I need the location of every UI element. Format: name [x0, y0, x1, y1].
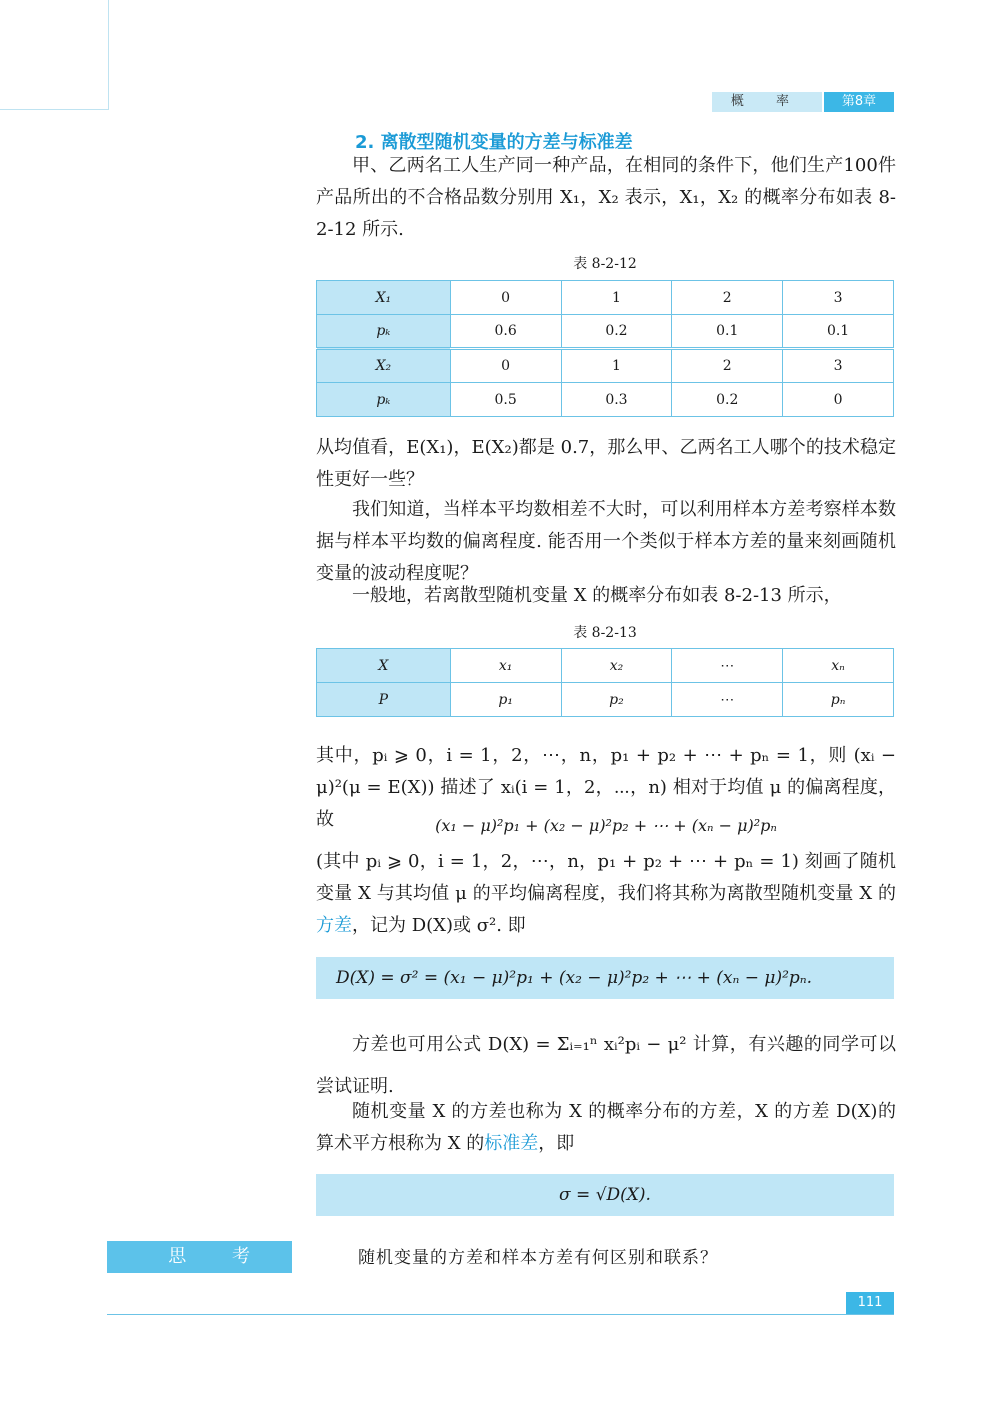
table-row — [317, 683, 894, 717]
paragraph-variance-definition — [316, 846, 896, 942]
footer-rule — [107, 1314, 894, 1315]
table-cell: X₂ — [317, 349, 451, 383]
margin-vertical-rule — [108, 0, 109, 110]
table-cell: 0 — [450, 349, 561, 383]
table-cell: 0.3 — [561, 383, 672, 417]
table2-caption: 表 8-2-13 — [573, 625, 637, 641]
table-cell: P — [317, 683, 451, 717]
table-row — [317, 315, 894, 349]
table-cell: 1 — [561, 281, 672, 315]
paragraph-variance-motivation: 我们知道，当样本平均数相差不大时，可以利用样本方差考察样本数据与样本平均数的偏离程度. 能否用一个类似于样本方差的量来刻画随机变量的波动程度呢？ — [316, 499, 896, 584]
think-label: 思 考 — [107, 1241, 292, 1273]
table-row — [317, 281, 894, 315]
table-cell: pₖ — [317, 383, 451, 417]
table-cell: 3 — [783, 281, 894, 315]
text-run: (其中 pᵢ ⩾ 0，i = 1，2，⋯，n，p₁ + p₂ + ⋯ + pₙ = 1) 刻画了随机变量 X 与其均值 μ 的平均偏离程度，我们将其称为离散型随机变量 X 的 — [316, 851, 896, 904]
paragraph-std-definition — [316, 1096, 896, 1160]
table-cell: X₁ — [317, 281, 451, 315]
table-cell: 2 — [672, 349, 783, 383]
table-cell: xₙ — [783, 649, 894, 683]
table-cell: p₁ — [450, 683, 561, 717]
table-cell: 0.1 — [783, 315, 894, 349]
table-cell: 0.6 — [450, 315, 561, 349]
table-cell: 2 — [672, 281, 783, 315]
table1-caption: 表 8-2-12 — [573, 256, 637, 272]
table1 — [316, 280, 894, 417]
table-cell: 1 — [561, 349, 672, 383]
table-cell: 0.5 — [450, 383, 561, 417]
table-cell: p₂ — [561, 683, 672, 717]
paragraph-general: 一般地，若离散型随机变量 X 的概率分布如表 8-2-13 所示， — [352, 585, 842, 606]
running-head-chapter: 第8章 — [824, 92, 894, 112]
term-variance: 方差 — [316, 915, 352, 936]
section-title: 2. 离散型随机变量的方差与标准差 — [355, 132, 633, 153]
page-number: 111 — [846, 1292, 894, 1314]
paragraph-alt-formula: 方差也可用公式 D(X) = Σᵢ₌₁ⁿ xᵢ²pᵢ − μ² 计算，有兴趣的同学可以尝试证明. — [316, 1034, 896, 1097]
text-run: ，记为 D(X)或 σ². 即 — [352, 915, 526, 936]
table-cell: pₙ — [783, 683, 894, 717]
paragraph-mean: 从均值看，E(X₁)，E(X₂)都是 0.7，那么甲、乙两名工人哪个的技术稳定性更好一些？ — [316, 437, 896, 490]
paragraph-intro: 甲、乙两名工人生产同一种产品，在相同的条件下，他们生产100件产品所出的不合格品数分别用 X₁，X₂ 表示，X₁，X₂ 的概率分布如表 8-2-12 所示. — [316, 155, 896, 240]
margin-horizontal-rule — [0, 109, 108, 110]
table-cell: pₖ — [317, 315, 451, 349]
variance-formula-box: D(X) = σ² = (x₁ − μ)²p₁ + (x₂ − μ)²p₂ + ⋯ + (xₙ − μ)²pₙ. — [316, 957, 894, 999]
table-cell: x₁ — [450, 649, 561, 683]
table-cell: X — [317, 649, 451, 683]
table-cell: 0.2 — [561, 315, 672, 349]
std-formula-box: σ = √D(X). — [316, 1174, 894, 1216]
table-cell: 3 — [783, 349, 894, 383]
think-question: 随机变量的方差和样本方差有何区别和联系？ — [358, 1248, 718, 1268]
table-cell: 0.1 — [672, 315, 783, 349]
table-cell: x₂ — [561, 649, 672, 683]
table-cell: 0 — [783, 383, 894, 417]
paragraph-condition: 其中，pᵢ ⩾ 0，i = 1，2，⋯，n，p₁ + p₂ + ⋯ + pₙ = 1，则 (xᵢ − μ)²(μ = E(X)) 描述了 xᵢ(i = 1，2，⋯，n) 相对于均值 μ 的偏离程度，故 — [316, 745, 896, 830]
text-run: 随机变量 X 的方差也称为 X 的概率分布的方差，X 的方差 D(X)的算术平方根称为 X 的 — [316, 1101, 896, 1154]
text-run: ，即 — [538, 1133, 575, 1154]
table-row — [317, 383, 894, 417]
table-row — [317, 649, 894, 683]
table-cell: ⋯ — [672, 683, 783, 717]
table-row — [317, 349, 894, 383]
table-cell: 0.2 — [672, 383, 783, 417]
table2 — [316, 648, 894, 717]
term-standard-deviation: 标准差 — [484, 1133, 539, 1154]
formula-weighted-deviation: (x₁ − μ)²p₁ + (x₂ − μ)²p₂ + ⋯ + (xₙ − μ)²pₙ — [435, 816, 777, 835]
table-cell: ⋯ — [672, 649, 783, 683]
table-cell: 0 — [450, 281, 561, 315]
running-head-subject: 概 率 — [712, 92, 822, 112]
